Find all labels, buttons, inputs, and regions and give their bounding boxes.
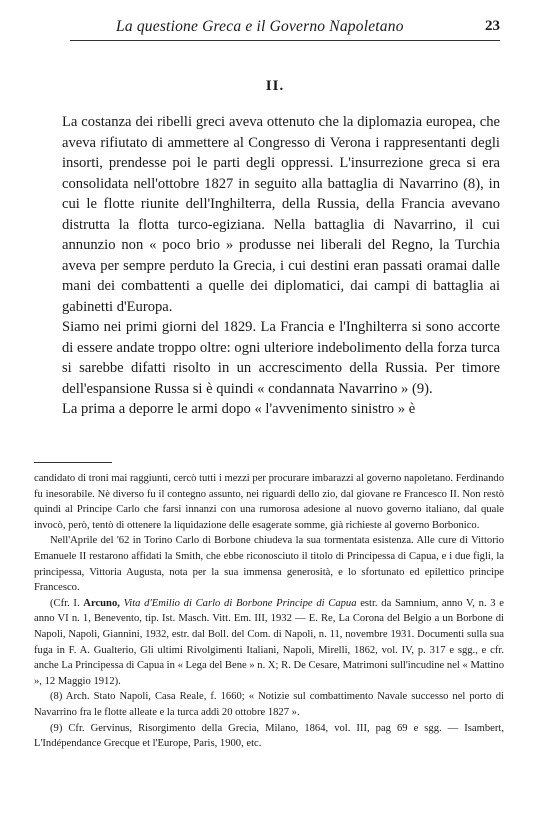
footnote-9: (9) Cfr. Gervinus, Risorgimento della Grecia, Milano, 1864, vol. III, pag 69 e sgg. — Isambert, L'Indépendance Grecque et l'Europe, Paris, 1900, etc. [34, 722, 504, 750]
section-heading: II. [265, 78, 285, 94]
footnote-cfr-title: Vita d'Emilio di Carlo di Borbone Principe di Capua [119, 597, 357, 609]
running-title: La questione Greca e il Governo Napoletano [116, 18, 404, 35]
body-paragraph-1: La costanza dei ribelli greci aveva ottenuto che la diplomazia europea, che aveva rifiutato di ammettere al Congresso di Verona i rappresentanti degli insorti, prendesse poi le parti degli oppressi. L'insurrezione greca si era consolidata nell'ottobre 1827 in seguito alla battaglia di Navarrino (8), in cui le flotte riunite dell'Inghilterra, della Russia, della Francia avevano distrutta la flotta turco-egiziana. Nella battaglia di Navarrino, il cui annunzio non « poco brio » produsse nei liberali del Regno, la Turchia aveva per sempre perduto la Grecia, i cui destini eran passati oramai dalle mani dei combattenti a quelle dei diplomatici, dai campi di battaglia ai gabinetti d'Europa. [62, 114, 500, 315]
footnote-cfr [34, 596, 504, 690]
running-header [70, 18, 500, 41]
footnote-april: Nell'Aprile del '62 in Torino Carlo di Borbone chiudeva la sua tormentata esistenza. Alle cure di Vittorio Emanuele II restarono affidati la Smith, che ebbe riconosciuto il titolo di Principessa di Capua, e i due figli, la principessa, Vittoria Augusta, nota per la sua immensa generosità, e lo sfortunato ed epilettico principe Francesco. [34, 535, 504, 594]
footnote-cfr-prefix: (Cfr. I. [50, 597, 84, 609]
footnote-continuation: candidato di troni mai raggiunti, cercò tutti i mezzi per procurare imbarazzi al governo napoletano. Ferdinando fu inesorabile. Nè diverso fu il contegno assunto, nei riguardi dello zio, dal giovane re Francesco II. Non restò quindi al Principe Carlo che farsi innanzi con una rumorosa adesione al nuovo governo italiano, dal quale invocò, però, tentò di ottenere la liquidazione delle esagerate somme, già richieste al governo Borbonico. [34, 473, 504, 531]
footnote-cfr-author: Arcuno, [83, 597, 120, 609]
body-paragraph-3: La prima a deporre le armi dopo « l'avvenimento sinistro » è [62, 401, 416, 417]
footnote-separator [34, 462, 112, 463]
footnote-8: (8) Arch. Stato Napoli, Casa Reale, f. 1660; « Notizie sul combattimento Navale successo nel porto di Navarrino fra le flotte alleate e la turca addì 20 ottobre 1827 ». [34, 691, 504, 718]
page-number: 23 [485, 18, 500, 34]
main-text [62, 112, 500, 420]
footnote-cfr-rest: estr. da Samnium, anno V, n. 3 e anno VI n. 1, Benevento, tip. Ist. Masch. Vitt. Em. III, 1932 — E. Re, La Corona del Belgio a un Borbone di Napoli, Napoli, Giannini, 1932, estr. dal Boll. del Com. di Napoli, n. 11, novembre 1931. Documenti sulla sua fuga in F. A. Gualterio, Gli ultimi Rivolgimenti Italiani, Napoli, Mirelli, 1862, vol. IV, p. 317 e sgg., e cfr. anche La Principessa di Capua in « Lega del Bene » n. X; R. De Cesare, Matrimoni sull'incudine nel « Mattino », 12 Maggio 1912). [34, 597, 504, 687]
footnotes [34, 471, 504, 752]
body-paragraph-2: Siamo nei primi giorni del 1829. La Francia e l'Inghilterra si sono accorte di essere andate troppo oltre: ogni ulteriore indebolimento della forza turca si sarebbe difatti risolto in un accrescimento della Russia. Per timore dell'espansione Russa si è quindi « condannata Navarrino » (9). [62, 319, 500, 397]
